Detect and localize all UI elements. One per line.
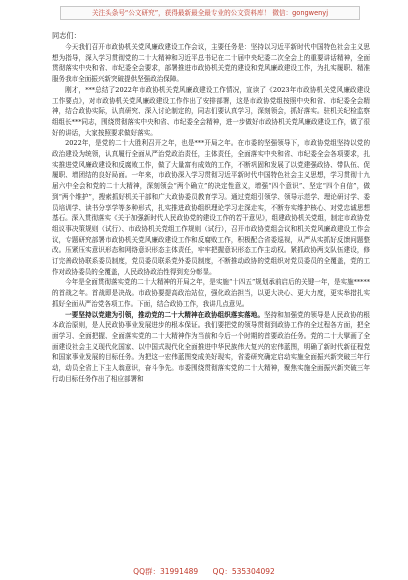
footer-qq-group: QQ群：31991489 bbox=[133, 567, 199, 576]
paragraph-2: 刚才，***总结了2022年市政协机关党风廉政建设工作情况，宣读了《2023年市政协机关党风廉政建设工作要点》，对市政协机关党风廉政建设工作作出了安排部署，这是市政协党组按照中央和省、市纪委全会精神，结合政协实际，认真研究、深入讨论制定的，同志们要认真学习，深刻领会，抓好落实。驻机关纪检监察组组长***同志，围绕贯彻落实中央和省、市纪委全会精神，进一步做好市政协机关党风廉政建设工作，做了很好的讲话，大家按照要求做好落实。 bbox=[52, 85, 370, 137]
section-body: 坚持和加强党的领导是人民政协的根本政治原则，是人民政协事业发展进步的根本保证。我们要把党的领导贯彻到政协工作的全过程各方面，把全面学习、全面把握、全面落实党的二十大精神作为当前和今后一个时期的首要政治任务。党的二十大擘画了全面建设社会主义现代化国家、以中国式现代化全面推进中华民族伟大复兴的宏伟蓝图，明确了新时代新征程党和国家事业发展的目标任务。为把这一宏伟蓝图变成美好现实，省委研究确定启动实施全面振兴新突破三年行动，动员全省上下主人翁意识，奋斗争先。市委围绕贯彻落实党的二十大精神，聚焦实施全面振兴新突破三年行动目标任务作出了相应部署和 bbox=[52, 310, 370, 383]
section-paragraph bbox=[52, 310, 370, 385]
paragraph-1: 今天我们召开市政协机关党风廉政建设工作会议，主要任务是：坚持以习近平新时代中国特色社会主义思想为指导，深入学习贯彻党的二十大精神和习近平总书记在二十届中央纪委二次全会上的重要讲话精神，全面贯彻落实中央和省、市纪委全会要求，部署推进市政协机关党的建设和党风廉政建设工作，为扎实履职、精准服务我市全面振兴新突破提供坚强政治保障。 bbox=[52, 43, 370, 84]
header-banner: 关注头条号“公文研究”，获得最新最全最专业的公文资料库！ 微信：gongwenyj bbox=[60, 6, 360, 20]
section-heading: 一要坚持以党建为引领，推动党的二十大精神在政协组织落实落地。 bbox=[65, 310, 264, 319]
document-body bbox=[52, 30, 370, 385]
footer-qq-number: QQ：535304092 bbox=[212, 567, 275, 576]
paragraph-3: 2022年，是党的二十大胜利召开之年，也是***开局之年。在市委的坚强领导下，市政协党组坚持以党的政治建设为统领，认真履行全面从严治党政治责任，主体责任，全面落实中央和省、市纪委全会各项要求，扎实推进党风廉政建设和反腐败工作，做了大量富有成效的工作，不断巩固和发展了以党建强政协、带队伍、促履职、增团结的良好局面。一年来，市政协深入学习贯彻习近平新时代中国特色社会主义思想，学习贯彻十九届六中全会和党的二十大精神，深刻领会“两个确立”的决定性意义，增强“四个意识”、坚定“四个自信”，做到“两个维护”，搜索抓好机关干部和广大政协委员教育学习。通过党组引领学、领导示范学、理论研讨学、委员培训学、读书分享学等多种形式，扎实推进政协组织理论学习走深走实，不断夯实维护核心、对党忠诚思想基石。深入贯彻落实《关于加强新时代人民政协党的建设工作的若干意见》，组建政协机关党组，制定市政协党组议事决策规则（试行）、市政协机关党组工作规则（试行），召开市政协党组会议和机关党风廉政建设工作会议，专题研究部署市政协机关党风廉政建设工作和反腐败工作，积极配合省委巡视，从严从实抓好反馈问题整改。压紧压实意识形态和网络意识形态主体责任，牢牢把握意识形态工作主动权。紧抓政协两支队伍建设，修订完善政协联系委员制度，党员委员联系党外委员制度，不断推动政协的党组织对党员委员的全覆盖，党的工作对政协委员的全覆盖，人民政协政治性得到充分彰显。 bbox=[52, 139, 370, 276]
paragraph-4: 今年是全面贯彻落实党的二十大精神的开局之年，是实施“十四五”规划承前启后的关键一年，是实施*****的首战之年。首战即是决战。市政协要提高政治站位，强化政治担当，以更大决心、更大力度，更实举措扎实抓好全面从严治党各项工作。下面，结合政协工作，我讲几点意见。 bbox=[52, 278, 370, 308]
footer-contact bbox=[0, 566, 408, 577]
salutation: 同志们： bbox=[52, 31, 81, 40]
